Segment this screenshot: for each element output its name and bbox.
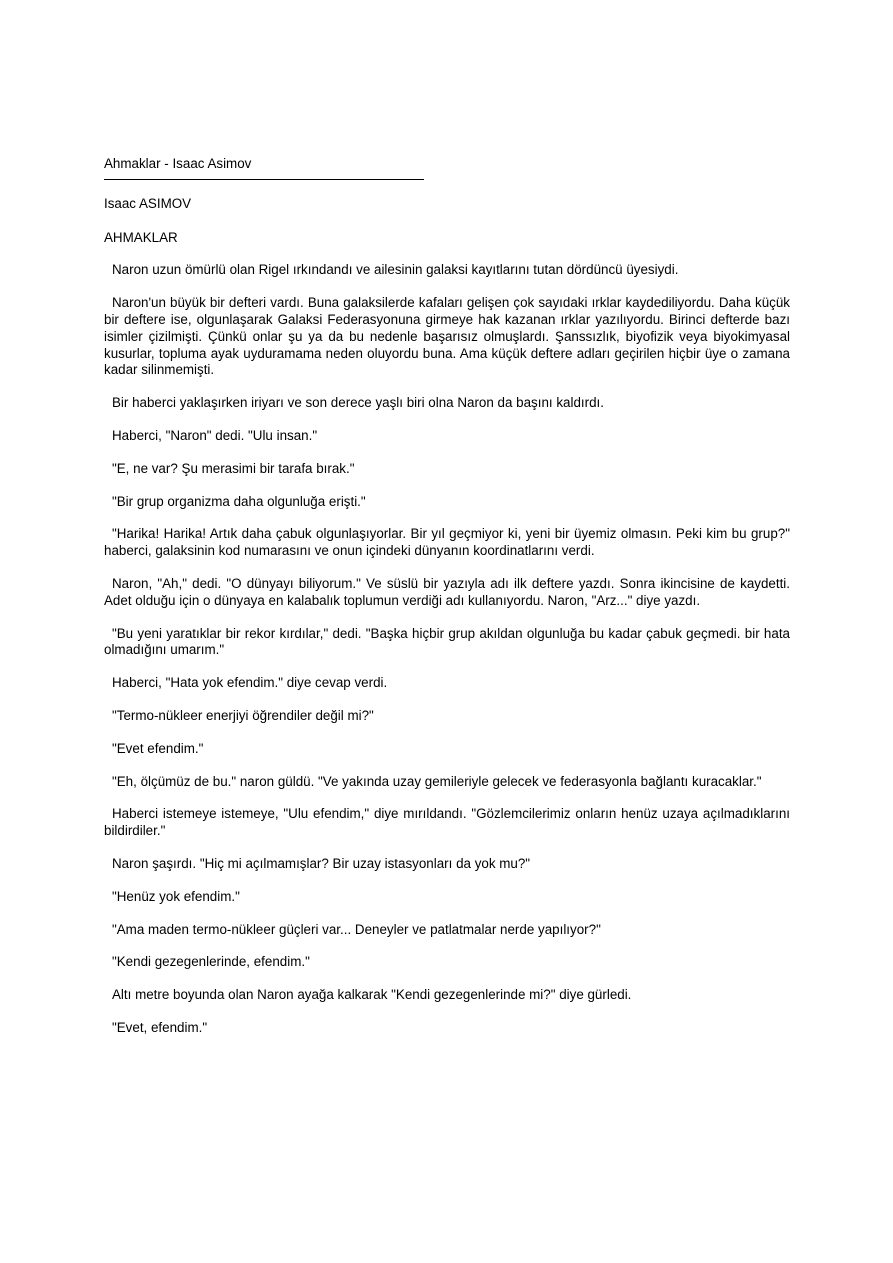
paragraph: "Bir grup organizma daha olgunluğa erişti.": [112, 493, 366, 509]
running-header-title: Ahmaklar - Isaac Asimov: [104, 156, 252, 171]
paragraph: "E, ne var? Şu merasimi bir tarafa bırak.": [112, 460, 355, 476]
paragraph: "Kendi gezegenlerinde, efendim.": [112, 954, 310, 970]
paragraph: "Bu yeni yaratıklar bir rekor kırdılar," dedi. "Başka hiçbir grup akıldan olgunluğa bu kadar çabuk geçmedi. bir hata olmadığını umarım.": [104, 625, 790, 658]
paragraph: Naron'un büyük bir defteri vardı. Buna galaksilerde kafaları gelişen çok sayıdaki ırklar kaydediliyordu. Daha küçük bir deftere ise, olgunlaşarak Galaksi Federasyonuna girmeye hak kazanan ırklar yazılıyordu. Birinci defterde bazı isimler çizilmişti. Çünkü onlar şu ya da bu nedenle başarısız olmuşlardı. Şanssızlık, biyofizik veya biyokimyasal kusurlar, topluma ayak uyduramama neden oluyordu buna. Ama küçük deftere adları geçirilen hiçbir üye o zamana kadar silinmemişti.: [104, 295, 790, 378]
document-content: [104, 156, 790, 1037]
header-rule: [104, 179, 424, 180]
paragraph: "Eh, ölçümüz de bu." naron güldü. "Ve yakında uzay gemileriyle gelecek ve federasyonla bağlantı kuracaklar.": [112, 773, 762, 789]
paragraph: "Henüz yok efendim.": [112, 888, 240, 904]
paragraph: "Evet efendim.": [112, 740, 204, 756]
author-name: Isaac ASIMOV: [104, 195, 192, 211]
paragraph: Altı metre boyunda olan Naron ayağa kalkarak "Kendi gezegenlerinde mi?" diye gürledi.: [112, 987, 632, 1003]
paragraph: Haberci istemeye istemeye, "Ulu efendim," diye mırıldandı. "Gözlemcilerimiz onların henüz uzaya açılmadıklarını bildirdiler.": [104, 806, 790, 839]
paragraph: "Termo-nükleer enerjiyi öğrendiler değil mi?": [112, 707, 374, 723]
paragraph: "Ama maden termo-nükleer güçleri var... Deneyler ve patlatmalar nerde yapılıyor?": [112, 921, 601, 937]
paragraph: "Evet, efendim.": [112, 1019, 208, 1035]
paragraph: Naron, "Ah," dedi. "O dünyayı biliyorum." Ve süslü bir yazıyla adı ilk deftere yazdı. Sonra ikincisine de kaydetti. Adet olduğu için o dünyaya en kalabalık toplumun verdiği adı kullanıyordu. Naron, "Arz..." diye yazdı.: [104, 575, 790, 608]
paragraph: Bir haberci yaklaşırken iriyarı ve son derece yaşlı biri olna Naron da başını kaldırdı.: [112, 395, 604, 411]
paragraph: Haberci, "Hata yok efendim." diye cevap verdi.: [112, 675, 388, 691]
paragraph: "Harika! Harika! Artık daha çabuk olgunlaşıyorlar. Bir yıl geçmiyor ki, yeni bir üyemiz olmasın. Peki kim bu grup?" haberci, galaksinin kod numarasını ve onun içindeki dünyanın koordinatlarını verdi.: [104, 526, 790, 559]
paragraph: Haberci, "Naron" dedi. "Ulu insan.": [112, 427, 318, 443]
story-title: AHMAKLAR: [104, 229, 178, 245]
paragraph: Naron uzun ömürlü olan Rigel ırkındandı ve ailesinin galaksi kayıtlarını tutan dördüncü üyesiydi.: [112, 262, 679, 278]
paragraph: Naron şaşırdı. "Hiç mi açılmamışlar? Bir uzay istasyonları da yok mu?": [112, 855, 531, 871]
